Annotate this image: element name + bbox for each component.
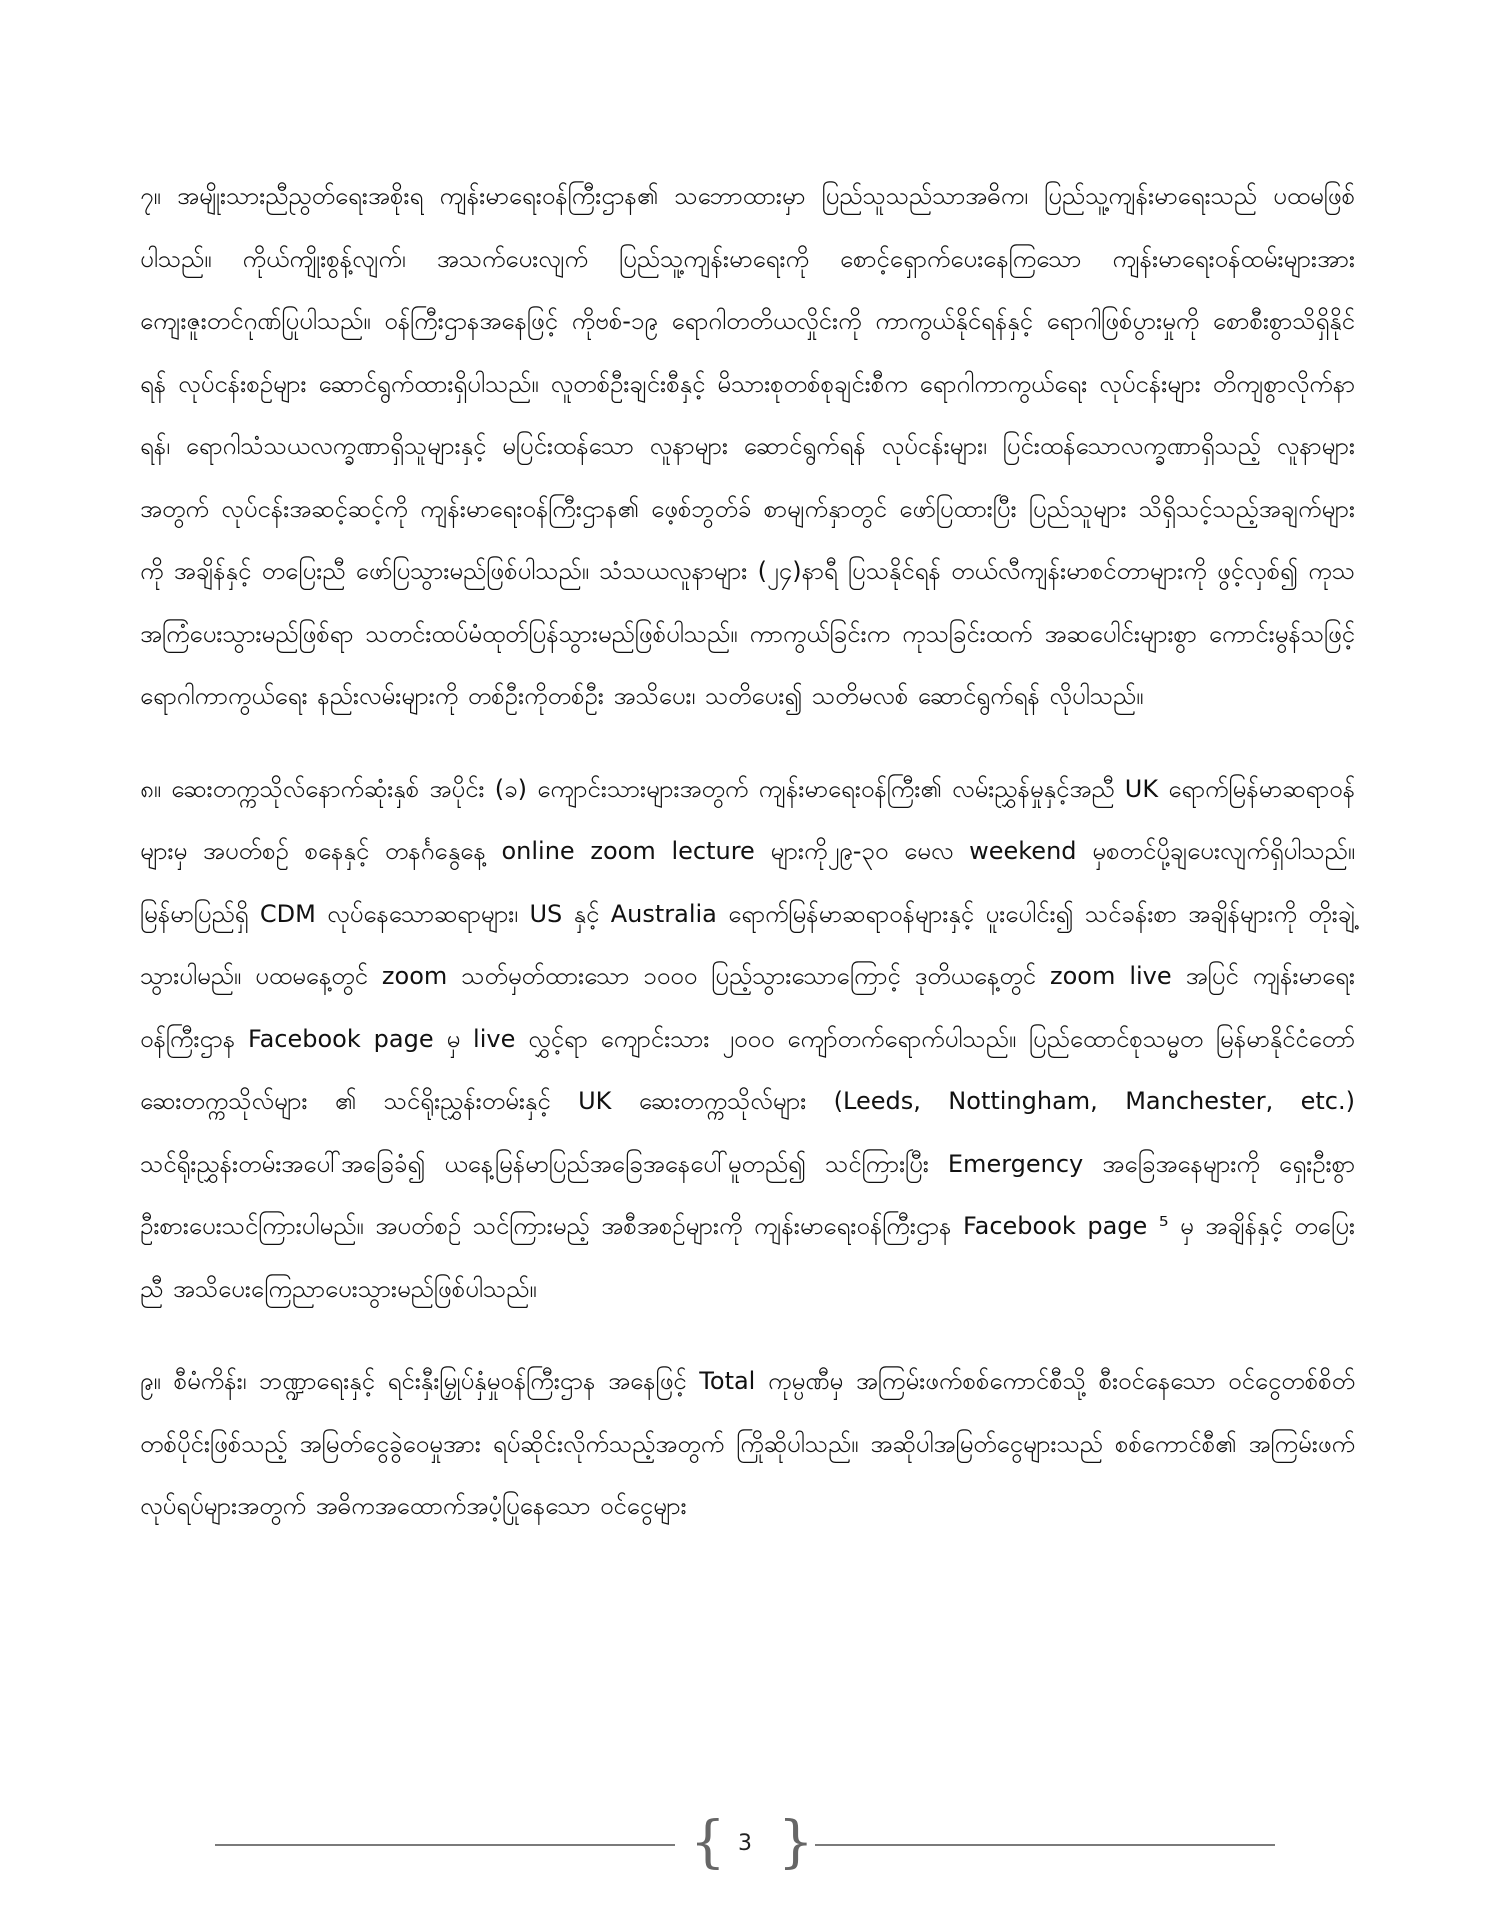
- page-number: 3: [738, 1831, 752, 1856]
- document-body: [140, 165, 1355, 1568]
- footer-rule-left: [215, 1844, 675, 1846]
- footer-rule-right: [815, 1844, 1275, 1846]
- footer-left-bracket: {: [690, 1810, 726, 1875]
- paragraph-7: ၇။ အမျိုးသားညီညွတ်ရေးအစိုးရ ကျန်းမာရေးဝန်ကြီးဌာန၏ သဘောထားမှာ ပြည်သူသည်သာအဓိက၊ ပြည်သူ့ကျန်းမာရေးသည် ပထမဖြစ်ပါသည်။ ကိုယ်ကျိုးစွန့်လျက်၊ အသက်ပေးလျက် ပြည်သူ့ကျန်းမာရေးကို စောင့်ရှောက်ပေးနေကြသော ကျန်းမာရေးဝန်ထမ်းများအား ကျေးဇူးတင်ဂုဏ်ပြုပါသည်။ ဝန်ကြီးဌာနအနေဖြင့် ကိုဗစ်-၁၉ ရောဂါတတိယလှိုင်းကို ကာကွယ်နိုင်ရန်နှင့် ရောဂါဖြစ်ပွားမှုကို စောစီးစွာသိရှိနိုင်ရန် လုပ်ငန်းစဉ်များ ဆောင်ရွက်ထားရှိပါသည်။ လူတစ်ဦးချင်းစီနှင့် မိသားစုတစ်စုချင်းစီက ရောဂါကာကွယ်ရေး လုပ်ငန်းများ တိကျစွာလိုက်နာရန်၊ ရောဂါသံသယလက္ခဏာရှိသူများနှင့် မပြင်းထန်သော လူနာများ ဆောင်ရွက်ရန် လုပ်ငန်းများ၊ ပြင်းထန်သောလက္ခဏာရှိသည့် လူနာများအတွက် လုပ်ငန်းအဆင့်ဆင့်ကို ကျန်းမာရေးဝန်ကြီးဌာန၏ ဖေ့စ်ဘွတ်ခ် စာမျက်နှာတွင် ဖော်ပြထားပြီး ပြည်သူများ သိရှိသင့်သည့်အချက်များကို အချိန်နှင့် တပြေးညီ ဖော်ပြသွားမည်ဖြစ်ပါသည်။ သံသယလူနာများ (၂၄)နာရီ ပြသနိုင်ရန် တယ်လီကျန်းမာစင်တာများကို ဖွင့်လှစ်၍ ကုသအကြံပေးသွားမည်ဖြစ်ရာ သတင်းထပ်မံထုတ်ပြန်သွားမည်ဖြစ်ပါသည်။ ကာကွယ်ခြင်းက ကုသခြင်းထက် အဆပေါင်းများစွာ ကောင်းမွန်သဖြင့် ရောဂါကာကွယ်ရေး နည်းလမ်းများကို တစ်ဦးကိုတစ်ဦး အသိပေး၊ သတိပေး၍ သတိမလစ် ဆောင်ရွက်ရန် လိုပါသည်။: [140, 182, 1355, 710]
- paragraph-9: ၉။ စီမံကိန်း၊ ဘဏ္ဍာရေးနှင့် ရင်းနှီးမြှုပ်နှံမှုဝန်ကြီးဌာန အနေဖြင့် Total ကုမ္ပဏီမှ အကြမ်းဖက်စစ်ကောင်စီသို့ စီးဝင်နေသော ဝင်ငွေတစ်စိတ်တစ်ပိုင်းဖြစ်သည့် အမြတ်ငွေခွဲဝေမှုအား ရပ်ဆိုင်းလိုက်သည့်အတွက် ကြိုဆိုပါသည်။ အဆိုပါအမြတ်ငွေများသည် စစ်ကောင်စီ၏ အကြမ်းဖက်လုပ်ရပ်များအတွက် အဓိကအထောက်အပံ့ပြုနေသော ဝင်ငွေများ: [140, 1367, 1355, 1520]
- footer-right-bracket: }: [778, 1810, 814, 1875]
- page-footer: [215, 1810, 1275, 1875]
- paragraph-8: ၈။ ဆေးတက္ကသိုလ်နောက်ဆုံးနှစ် အပိုင်း (ခ) ကျောင်းသားများအတွက် ကျန်းမာရေးဝန်ကြီး၏ လမ်းညွှန်မှုနှင့်အညီ UK ရောက်မြန်မာဆရာဝန်များမှ အပတ်စဉ် စနေနှင့် တနင်္ဂနွေနေ့ online zoom lecture များကို၂၉-၃၀ မေလ weekend မှစတင်ပို့ချပေးလျက်ရှိပါသည်။ မြန်မာပြည်ရှိ CDM လုပ်နေသောဆရာများ၊ US နှင့် Australia ရောက်မြန်မာဆရာဝန်များနှင့် ပူးပေါင်း၍ သင်ခန်းစာ အချိန်များကို တိုးချဲ့သွားပါမည်။ ပထမနေ့တွင် zoom သတ်မှတ်ထားသော ၁၀၀၀ ပြည့်သွားသောကြောင့် ဒုတိယနေ့တွင် zoom live အပြင် ကျန်းမာရေးဝန်ကြီးဌာန Facebook page မှ live လွှင့်ရာ ကျောင်းသား ၂၀၀၀ ကျော်တက်ရောက်ပါသည်။ ပြည်ထောင်စုသမ္မတ မြန်မာနိုင်ငံတော် ဆေးတက္ကသိုလ်များ ၏ သင်ရိုးညွှန်းတမ်းနှင့် UK ဆေးတက္ကသိုလ်များ (Leeds, Nottingham, Manchester, etc.) သင်ရိုးညွှန်းတမ်းအပေါ်အခြေခံ၍ ယနေ့မြန်မာပြည်အခြေအနေပေါ်မူတည်၍ သင်ကြားပြီး Emergency အခြေအနေများကို ရှေးဦးစွာ ဦးစားပေးသင်ကြားပါမည်။ အပတ်စဉ် သင်ကြားမည့် အစီအစဉ်များကို ကျန်းမာရေးဝန်ကြီးဌာန Facebook page ⁵ မှ အချိန်နှင့် တပြေးညီ အသိပေးကြေညာပေးသွားမည်ဖြစ်ပါသည်။: [140, 774, 1355, 1303]
